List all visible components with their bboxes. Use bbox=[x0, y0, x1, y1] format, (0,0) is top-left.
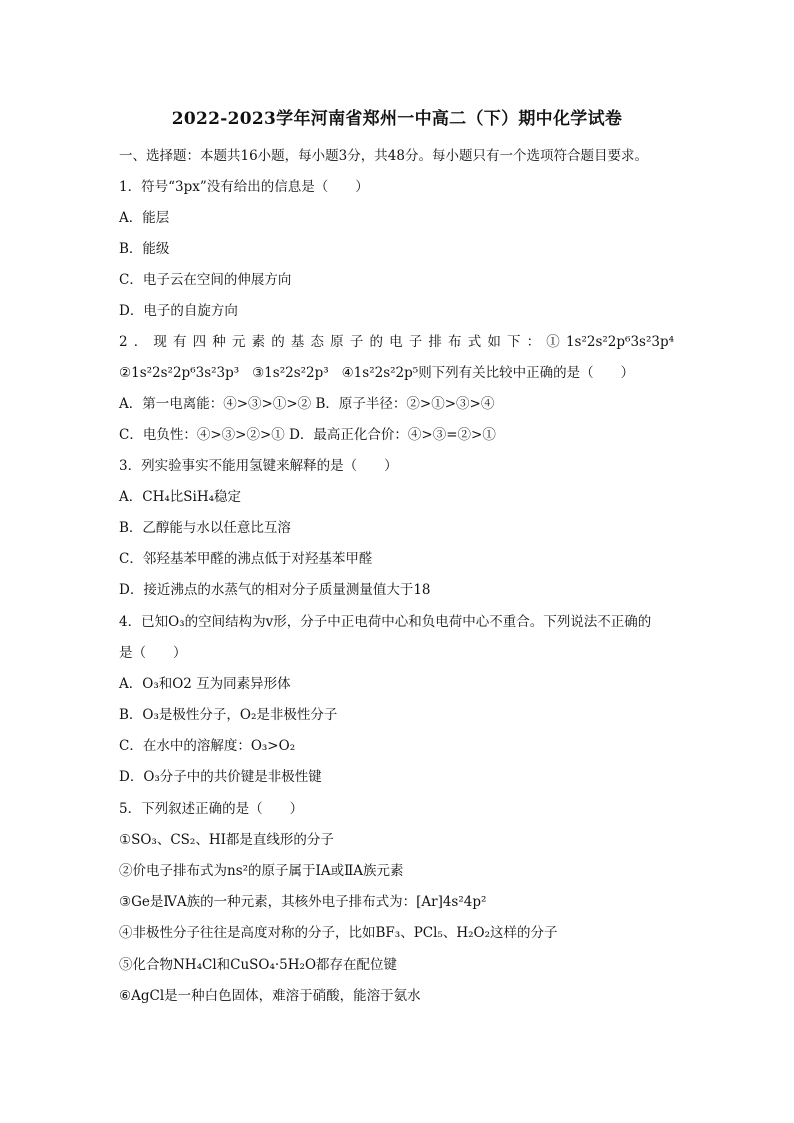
question-3-option-b: B．乙醇能与水以任意比互溶 bbox=[119, 520, 291, 536]
section-header: 一、选择题：本题共16小题，每小题3分，共48分。每小题只有一个选项符合题目要求。 bbox=[119, 148, 648, 164]
config-label-3: ③ bbox=[252, 365, 265, 381]
config-label-2: ② bbox=[119, 365, 132, 381]
question-4-option-c: C．在水中的溶解度：O₃>O₂ bbox=[119, 738, 296, 754]
question-4-option-d: D．O₃分子中的共价键是非极性键 bbox=[119, 769, 322, 785]
question-1-option-c: C．电子云在空间的伸展方向 bbox=[119, 272, 292, 288]
question-4-option-b: B．O₃是极性分子，O₂是非极性分子 bbox=[119, 707, 338, 723]
question-5-item-3: ③Ge是ⅣA族的一种元素，其核外电子排布式为：[Ar]4s²4p² bbox=[119, 894, 487, 910]
electron-config-1: 1s²2s²2p⁶3s²3p⁴ bbox=[565, 334, 675, 350]
question-1-option-d: D．电子的自旋方向 bbox=[119, 303, 238, 319]
question-1-stem: 1．符号“3px”没有给出的信息是（ ） bbox=[119, 179, 369, 195]
question-3-option-d: D．接近沸点的水蒸气的相对分子质量测量值大于18 bbox=[119, 582, 431, 598]
question-5-item-1: ①SO₃、CS₂、HI都是直线形的分子 bbox=[119, 832, 334, 848]
config-label-4: ④ bbox=[341, 365, 354, 381]
question-5-item-6: ⑥AgCl是一种白色固体，难溶于硝酸，能溶于氨水 bbox=[119, 988, 421, 1004]
question-5-item-5: ⑤化合物NH₄Cl和CuSO₄·5H₂O都存在配位键 bbox=[119, 957, 398, 973]
page-title: 2022-2023学年河南省郑州一中高二（下）期中化学试卷 bbox=[171, 109, 623, 129]
electron-config-4: 1s²2s²2p⁵ bbox=[353, 365, 419, 381]
question-5-stem: 5．下列叙述正确的是（ ） bbox=[119, 801, 304, 817]
question-2-option-b: B．原子半径：②>①>③>④ bbox=[315, 396, 495, 412]
question-4-stem-line1: 4．已知O₃的空间结构为v形，分子中正电荷中心和负电荷中心不重合。下列说法不正确的 bbox=[119, 614, 652, 630]
question-5-item-2: ②价电子排布式为ns²的原子属于ⅠA或ⅡA族元素 bbox=[119, 863, 404, 879]
question-2-stem-tail: 则下列有关比较中正确的是（ ） bbox=[418, 365, 635, 381]
question-2-stem-lead: 2．现有四种元素的基态原子的电子排布式如下： bbox=[119, 334, 547, 350]
question-4-option-a: A．O₃和O2 互为同素异形体 bbox=[119, 676, 291, 692]
question-1-option-b: B．能级 bbox=[119, 241, 170, 257]
question-1-option-a: A．能层 bbox=[119, 210, 170, 226]
question-2-option-a: A．第一电离能：④>③>①>② bbox=[119, 396, 312, 412]
question-3-option-c: C．邻羟基苯甲醛的沸点低于对羟基苯甲醛 bbox=[119, 551, 373, 567]
question-3-stem: 3．列实验事实不能用氢键来解释的是（ ） bbox=[119, 458, 398, 474]
question-4-stem-line2: 是（ ） bbox=[119, 645, 187, 661]
question-3-option-a: A．CH₄比SiH₄稳定 bbox=[119, 489, 242, 505]
electron-config-2: 1s²2s²2p⁶3s²3p³ bbox=[131, 365, 240, 381]
config-label-1: ① bbox=[546, 334, 566, 350]
question-2-options-ab bbox=[119, 394, 494, 414]
question-5-item-4: ④非极性分子往往是高度对称的分子，比如BF₃、PCl₅、H₂O₂这样的分子 bbox=[119, 925, 558, 941]
question-2-stem-line2 bbox=[119, 363, 634, 383]
question-2-option-c: C．电负性：④>③>②>① bbox=[119, 427, 285, 443]
question-2-option-d: D．最高正化合价：④>③=②>① bbox=[289, 427, 496, 443]
electron-config-3: 1s²2s²2p³ bbox=[264, 365, 329, 381]
question-2-options-cd bbox=[119, 425, 496, 445]
question-2-stem-line1 bbox=[119, 332, 674, 352]
